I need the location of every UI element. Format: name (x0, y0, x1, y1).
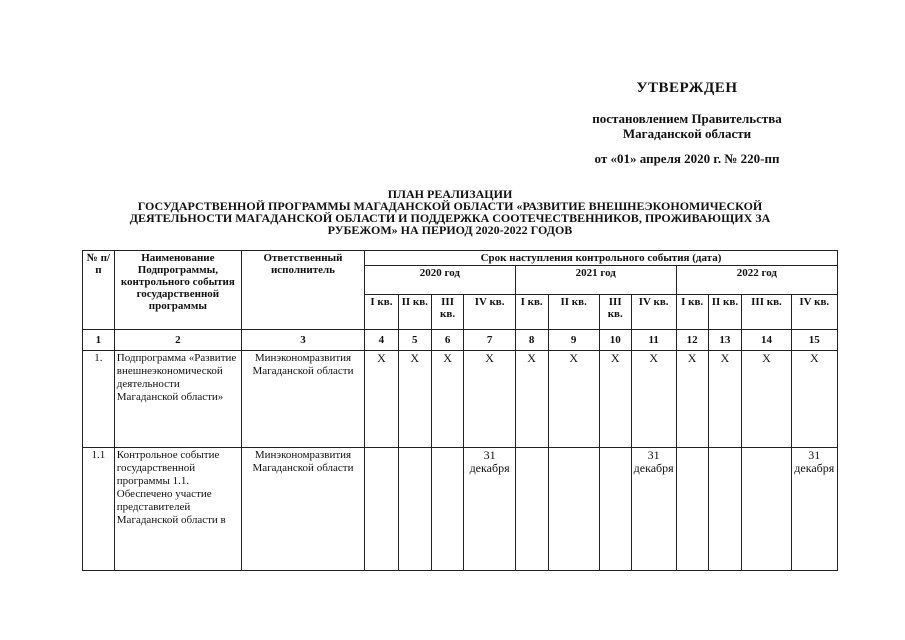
column-number: 1 (83, 330, 115, 351)
quarter-cell: X (791, 351, 837, 448)
document-title (95, 188, 805, 236)
quarter-cell: X (599, 351, 631, 448)
quarter-cell (515, 448, 548, 571)
quarter-cell (431, 448, 464, 571)
quarter-cell: X (742, 351, 791, 448)
approval-block (557, 80, 817, 167)
column-number: 3 (241, 330, 364, 351)
header-quarter: I кв. (365, 295, 399, 330)
quarter-cell: X (548, 351, 599, 448)
quarter-cell (548, 448, 599, 571)
column-number: 6 (431, 330, 464, 351)
quarter-cell: X (365, 351, 399, 448)
quarter-cell: X (515, 351, 548, 448)
quarter-cell: 31 декабря (464, 448, 515, 571)
plan-table (82, 250, 838, 571)
column-number-row (83, 330, 838, 351)
row-num: 1. (83, 351, 115, 448)
header-quarter: I кв. (676, 295, 708, 330)
quarter-cell: X (398, 351, 431, 448)
header-quarter: III кв. (742, 295, 791, 330)
title-line-1: ПЛАН РЕАЛИЗАЦИИ (387, 187, 513, 201)
column-number: 14 (742, 330, 791, 351)
header-quarter: II кв. (398, 295, 431, 330)
header-deadline: Срок наступления контрольного события (дата) (365, 251, 838, 266)
header-quarter: IV кв. (791, 295, 837, 330)
title-line-2: ГОСУДАРСТВЕННОЙ ПРОГРАММЫ МАГАДАНСКОЙ ОБЛАСТИ «РАЗВИТИЕ ВНЕШНЕЭКОНОМИЧЕСКОЙ (137, 199, 763, 213)
header-year-2021: 2021 год (515, 266, 676, 295)
column-number: 4 (365, 330, 399, 351)
column-number: 5 (398, 330, 431, 351)
quarter-cell: X (631, 351, 676, 448)
header-name: Наименование Подпрограммы, контрольного события государственной программы (114, 251, 241, 330)
approval-line-3: от «01» апреля 2020 г. № 220-пп (594, 151, 780, 166)
quarter-cell: X (708, 351, 742, 448)
header-row-1 (83, 251, 838, 266)
header-quarter: III кв. (599, 295, 631, 330)
title-line-3: ДЕЯТЕЛЬНОСТИ МАГАДАНСКОЙ ОБЛАСТИ И ПОДДЕРЖКА СООТЕЧЕСТВЕННИКОВ, ПРОЖИВАЮЩИХ ЗА (129, 211, 771, 225)
quarter-cell (676, 448, 708, 571)
row-name: Подпрограмма «Развитие внешнеэкономической деятельности Магаданской области» (114, 351, 241, 448)
title-line-4: РУБЕЖОМ» НА ПЕРИОД 2020-2022 ГОДОВ (327, 223, 573, 237)
column-number: 11 (631, 330, 676, 351)
column-number: 8 (515, 330, 548, 351)
header-quarter: IV кв. (631, 295, 676, 330)
approval-heading: УТВЕРЖДЕН (636, 80, 738, 96)
column-number: 13 (708, 330, 742, 351)
quarter-cell: X (464, 351, 515, 448)
quarter-cell: X (431, 351, 464, 448)
quarter-cell: X (676, 351, 708, 448)
column-number: 2 (114, 330, 241, 351)
quarter-cell (365, 448, 399, 571)
header-quarter: III кв. (431, 295, 464, 330)
approval-line-1: постановлением Правительства (592, 111, 782, 126)
quarter-cell: 31 декабря (631, 448, 676, 571)
column-number: 12 (676, 330, 708, 351)
column-number: 15 (791, 330, 837, 351)
header-quarter: II кв. (548, 295, 599, 330)
row-executor: Минэкономразвития Магаданской области (241, 448, 364, 571)
table-row (83, 448, 838, 571)
quarter-cell: 31 декабря (791, 448, 837, 571)
quarter-cell (398, 448, 431, 571)
row-name: Контрольное событие государственной программы 1.1. Обеспечено участие представителей Магаданской области в (114, 448, 241, 571)
quarter-cell (708, 448, 742, 571)
table-row (83, 351, 838, 448)
column-number: 9 (548, 330, 599, 351)
header-executor: Ответственный исполнитель (241, 251, 364, 330)
quarter-cell (599, 448, 631, 571)
header-quarter: II кв. (708, 295, 742, 330)
quarter-cell (742, 448, 791, 571)
header-quarter: I кв. (515, 295, 548, 330)
header-num: № п/п (83, 251, 115, 330)
row-executor: Минэкономразвития Магаданской области (241, 351, 364, 448)
approval-line-2: Магаданской области (622, 126, 752, 141)
header-year-2022: 2022 год (676, 266, 837, 295)
header-quarter: IV кв. (464, 295, 515, 330)
column-number: 7 (464, 330, 515, 351)
column-number: 10 (599, 330, 631, 351)
header-year-2020: 2020 год (365, 266, 516, 295)
row-num: 1.1 (83, 448, 115, 571)
